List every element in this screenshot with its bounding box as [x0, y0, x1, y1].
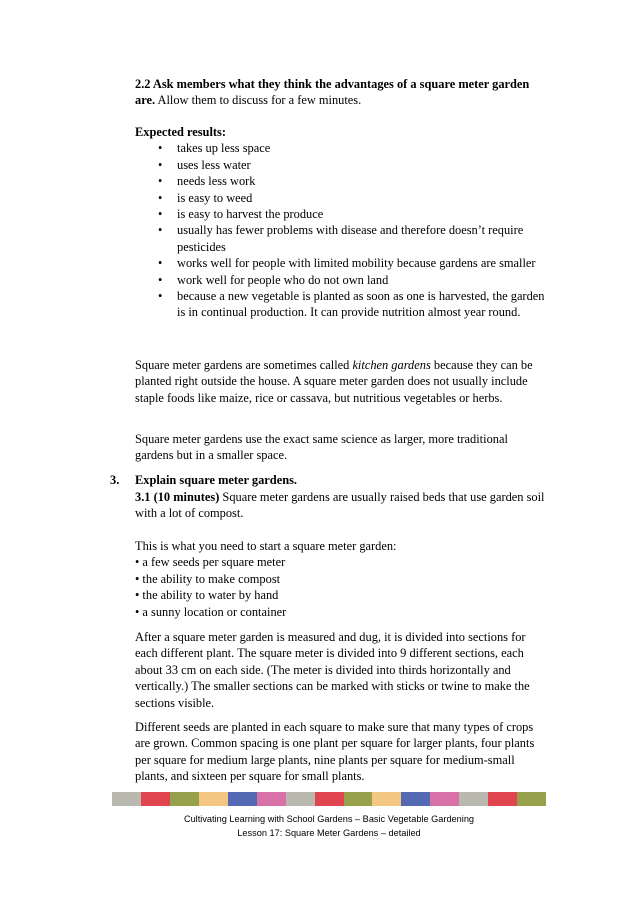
- footer-line-2: Lesson 17: Square Meter Gardens – detailed: [237, 828, 421, 838]
- expected-result-item: • usually has fewer problems with disease and therefore doesn’t require pesticides: [135, 222, 545, 255]
- strip-segment: [315, 792, 344, 806]
- needs-block: [135, 538, 545, 620]
- strip-segment: [459, 792, 488, 806]
- expected-result-item: • work well for people who do not own land: [135, 272, 545, 288]
- strip-segment: [430, 792, 459, 806]
- expected-results-heading: Expected results:: [135, 125, 226, 139]
- seeds-paragraph: Different seeds are planted in each square to make sure that many types of crops are grown. Common spacing is one plant per square for larger plants, four plants per square for medium large plants, nine plants per square for medium-small plants, and sixteen per square for small plants.: [135, 720, 535, 784]
- expected-results: [135, 124, 545, 321]
- strip-segment: [228, 792, 257, 806]
- science-paragraph: Square meter gardens use the exact same science as larger, more traditional gardens but in a smaller space.: [135, 432, 508, 463]
- section-3-1-heading: 3.1 (10 minutes): [135, 490, 220, 504]
- need-item: • a sunny location or container: [135, 604, 287, 619]
- need-item: • the ability to water by hand: [135, 588, 279, 603]
- need-item: • the ability to make compost: [135, 571, 281, 586]
- footer-line-1: Cultivating Learning with School Gardens – Basic Vegetable Gardening: [183, 814, 475, 824]
- strip-segment: [488, 792, 517, 806]
- kitchen-paragraph-before: Square meter gardens are sometimes called: [135, 358, 353, 372]
- section-2-2-instruction: Allow them to discuss for a few minutes.: [155, 93, 362, 108]
- expected-result-item: • takes up less space: [135, 140, 545, 156]
- strip-segment: [141, 792, 170, 806]
- kitchen-paragraph-after: because they can be planted right outside the house. A square meter garden does not usually include staple foods like maize, rice or cassava, but nutritious vegetables or herbs.: [135, 358, 533, 405]
- needs-intro: This is what you need to start a square meter garden:: [135, 539, 397, 553]
- section-3-number: 3.: [110, 473, 120, 487]
- divided-paragraph: After a square meter garden is measured and dug, it is divided into sections for each different plant. The square meter is divided into 9 different sections, each about 33 cm on each side. (The meter is divided into thirds horizontally and vertically.) The smaller sections can be marked with sticks or twine to make the sections visible.: [135, 630, 530, 710]
- strip-segment: [112, 792, 141, 806]
- strip-segment: [257, 792, 286, 806]
- needs-list: [135, 554, 545, 620]
- strip-segment: [517, 792, 546, 806]
- expected-result-item: • uses less water: [135, 157, 545, 173]
- kitchen-gardens-term: kitchen gardens: [352, 358, 431, 372]
- expected-result-item: • because a new vegetable is planted as soon as one is harvested, the garden is in continual production. It can provide nutrition almost year round.: [135, 288, 545, 321]
- section-2-2-heading: 2.2 Ask members what they think the advantages of a square meter garden are.: [135, 77, 530, 108]
- expected-result-item: • works well for people with limited mobility because gardens are smaller: [135, 255, 545, 271]
- section-3-title: Explain square meter gardens.: [135, 473, 298, 487]
- section-3-heading: [135, 472, 545, 488]
- strip-segment: [170, 792, 199, 806]
- expected-result-item: • needs less work: [135, 173, 545, 189]
- section-3-1: [135, 489, 545, 522]
- strip-segment: [199, 792, 228, 806]
- expected-results-list: [135, 140, 545, 320]
- strip-segment: [401, 792, 430, 806]
- section-2-2: [135, 76, 545, 109]
- kitchen-gardens-paragraph: [135, 357, 545, 406]
- need-item: • a few seeds per square meter: [135, 555, 286, 570]
- strip-segment: [372, 792, 401, 806]
- expected-result-item: • is easy to harvest the produce: [135, 206, 545, 222]
- strip-segment: [286, 792, 315, 806]
- section-3-1-text: Square meter gardens are usually raised beds that use garden soil with a lot of compost.: [135, 490, 545, 521]
- expected-result-item: • is easy to weed: [135, 190, 545, 206]
- strip-segment: [344, 792, 373, 806]
- footer-color-strip: [112, 792, 546, 806]
